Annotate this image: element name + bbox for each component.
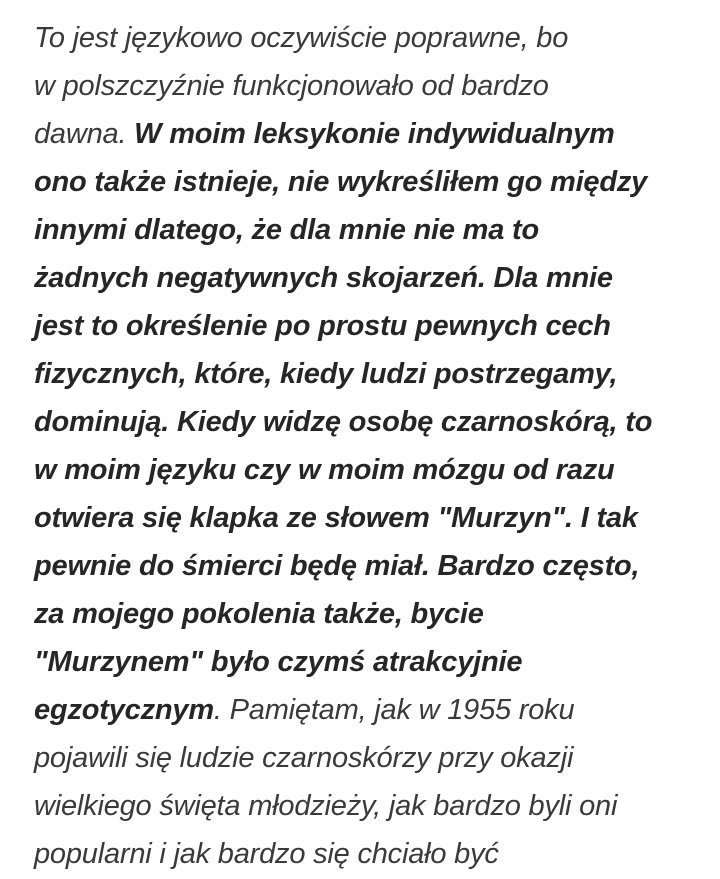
text-line: [34, 494, 700, 542]
text-line: [34, 14, 700, 62]
text-line: [34, 62, 700, 110]
text-line: [34, 206, 700, 254]
bold-text-run: pewnie do śmierci będę miał. Bardzo często,: [34, 550, 640, 582]
bold-text-run: "Murzynem" było czymś atrakcyjnie: [34, 646, 523, 678]
text-line: [34, 734, 700, 782]
text-run: dawna.: [34, 118, 135, 150]
bold-text-run: otwiera się klapka ze słowem "Murzyn". I tak: [34, 502, 638, 534]
bold-text-run: w moim języku czy w moim mózgu od razu: [34, 454, 615, 486]
text-run: w polszczyźnie funkcjonowało od bardzo: [34, 70, 549, 102]
bold-text-run: dominują. Kiedy widzę osobę czarnoskórą, to: [34, 406, 653, 438]
text-line: [34, 302, 700, 350]
text-line: [34, 446, 700, 494]
bold-text-run: jest to określenie po prostu pewnych cech: [34, 310, 611, 342]
bold-text-run: W moim leksykonie indywidualnym: [134, 118, 615, 150]
text-run: pojawili się ludzie czarnoskórzy przy okazji: [34, 742, 574, 774]
bold-text-run: innymi dlatego, że dla mnie nie ma to: [34, 214, 540, 246]
bold-text-run: za mojego pokolenia także, bycie: [34, 598, 484, 630]
text-line: [34, 830, 700, 878]
text-run: popularni i jak bardzo się chciało być: [34, 838, 499, 870]
bold-text-run: ono także istnieje, nie wykreśliłem go między: [34, 166, 648, 198]
text-line: [34, 110, 700, 158]
text-line: [34, 782, 700, 830]
text-line: [34, 254, 700, 302]
bold-text-run: egzotycznym: [34, 694, 214, 726]
bold-text-run: żadnych negatywnych skojarzeń. Dla mnie: [34, 262, 613, 294]
text-line: [34, 350, 700, 398]
text-line: [34, 158, 700, 206]
text-line: [34, 542, 700, 590]
text-line: [34, 398, 700, 446]
text-line: [34, 686, 700, 734]
text-run: . Pamiętam, jak w 1955 roku: [213, 694, 575, 726]
text-run: To jest językowo oczywiście poprawne, bo: [34, 22, 569, 54]
text-run: wielkiego święta młodzieży, jak bardzo byli oni: [34, 790, 618, 822]
bold-text-run: fizycznych, które, kiedy ludzi postrzegamy,: [34, 358, 618, 390]
text-line: [34, 590, 700, 638]
text-line: [34, 638, 700, 686]
